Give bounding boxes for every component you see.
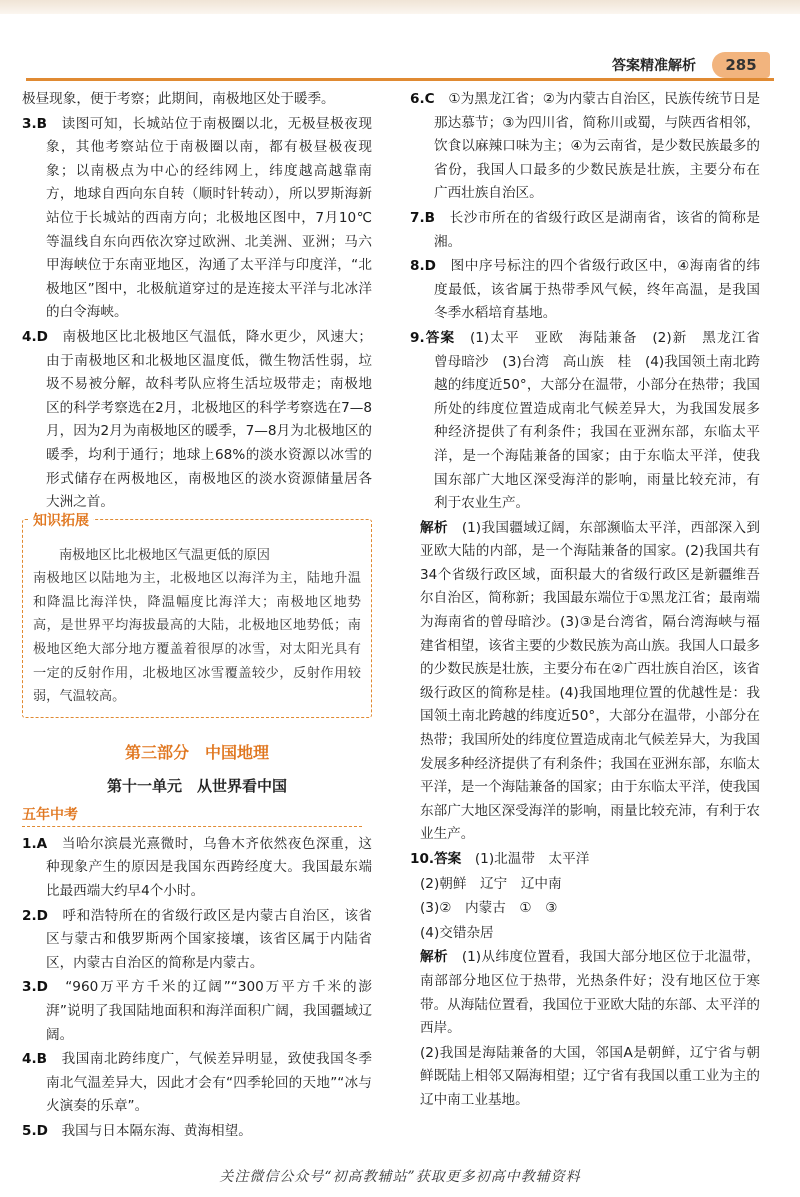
analysis-text: (1)我国疆域辽阔，东部濒临太平洋，西部深入到亚欧大陆的内部，是一个海陆兼备的国家。(2)我国共有34个省级行政区域，面积最大的省级行政区是新疆维吾尔自治区，简称新；我国最东端位于①黑龙江省；最南端为海南省的曾母暗沙。(3)③是台湾省，隔台湾海峡与福建省相望，该省主要的少数民族为高山族。我国人口最多的少数民族是壮族，主要分布在②广西壮族自治区，该省级行政区的简称是桂。(4)我国地理位置的优越性是：我国领土南北跨越的纬度近50°，大部分在温带，小部分在热带；我国所处的纬度位置造成南北气候差异大，为我国发展多种经济提供了有利条件；我国在亚洲东部，东临太平洋，是一个海陆兼备的国家；由于东临太平洋，使我国东部广大地区深受海洋的影响，雨量比较充沛，有利于农业生产。 <box>420 519 760 843</box>
answer-number: 4.D <box>22 328 48 345</box>
answer-item-3b <box>22 976 372 1047</box>
answer-text: 呼和浩特所在的省级行政区是内蒙古自治区，该省区与蒙古和俄罗斯两个国家接壤，该省区属于内陆省区，内蒙古自治区的简称是内蒙古。 <box>46 907 373 971</box>
answer-number: 3.D <box>22 979 48 996</box>
answer-text: (1)太平 亚欧 海陆兼备 (2)新 黑龙江省 曾母暗沙 (3)台湾 高山族 桂 (4)我国领土南北跨越的纬度近50°，大部分在温带，小部分在热带；我国所处的纬度位置造成南北气候差异大，为我国发展多种经济提供了有利条件；我国在亚洲东部，东临太平洋，是一个海陆兼备的国家；由于东临太平洋，使我国东部广大地区深受海洋的影响，雨量比较充沛，有利于农业生产。 <box>434 329 774 512</box>
top-edge-band <box>0 0 800 14</box>
analysis-9 <box>410 517 760 847</box>
unit-title: 第十一单元 从世界看中国 <box>106 776 287 795</box>
answer-number: 6.C <box>410 91 435 107</box>
answer-text: 当哈尔滨晨光熹微时，乌鲁木齐依然夜色深重，这种现象产生的原因是我国东西跨经度大。我国最东端比最西端大约早4个小时。 <box>46 835 373 900</box>
answer-line-2: (2)朝鲜 辽宁 辽中南 <box>420 875 562 892</box>
answer-number: 5.D <box>22 1122 48 1139</box>
analysis-label: 解析 <box>420 949 448 966</box>
footer-note: 关注微信公众号“初高教辅站”获取更多初高中教辅资料 <box>219 1169 581 1185</box>
answer-number: 10.答案 <box>410 851 462 867</box>
answer-item-2 <box>22 905 372 976</box>
answer-item-9 <box>410 327 774 516</box>
answer-number: 4.B <box>22 1051 47 1068</box>
answer-item-1 <box>22 833 372 904</box>
page-number-badge: 285 <box>712 52 770 78</box>
answer-item-4 <box>22 326 372 515</box>
answer-text: 南极地区比北极地区气温低，降水更少，风速大；由于南极地区和北极地区温度低，微生物活性弱，垃圾不易被分解，故科考队应将生活垃圾带走；南极地区的科学考察选在2月，北极地区的科学考察选在7—8月，因为2月为南极地区的暖季，7—8月为北极地区的暖季，均利于通行；地球上68%的淡水资源以冰雪的形式储存在两极地区，南极地区的淡水资源储量居各大洲之首。 <box>46 328 373 511</box>
answer-text: 我国南北跨纬度广，气候差异明显，致使我国冬季南北气温差异大，因此才会有“四季轮回的天地”“冰与火演奏的乐章”。 <box>46 1051 373 1115</box>
answer-item-5 <box>22 1120 372 1144</box>
analysis-label: 解析 <box>420 519 448 536</box>
analysis-10-part2: (2)我国是海陆兼备的大国，邻国A是朝鲜，辽宁省与朝鲜既陆上相邻又隔海相望；辽宁省有我国以重工业为主的辽中南工业基地。 <box>420 1044 760 1108</box>
answer-item-7 <box>410 207 760 254</box>
answer-text: 长沙市所在的省级行政区是湖南省，该省的简称是湘。 <box>434 209 761 250</box>
answer-number: 3.B <box>22 115 47 132</box>
continued-paragraph: 极昼现象，便于考察；此期间，南极地区处于暖季。 <box>22 91 335 107</box>
answer-number: 8.D <box>410 258 436 275</box>
analysis-10 <box>410 946 760 1040</box>
answer-number: 2.D <box>22 907 48 924</box>
answer-item-10 <box>410 848 760 872</box>
box-subtitle: 南极地区比北极地区气温更低的原因 <box>59 547 270 563</box>
left-column <box>22 88 372 1145</box>
answer-line-3: (3)② 内蒙古 ① ③ <box>420 900 558 917</box>
right-column <box>410 88 774 1114</box>
answer-item-3 <box>22 113 372 325</box>
part-title: 第三部分 中国地理 <box>124 742 269 762</box>
answer-number: 1.A <box>22 835 48 852</box>
knowledge-extension-box <box>22 512 372 718</box>
section-tag: 五年中考 <box>22 804 362 827</box>
answer-item-8 <box>410 255 760 326</box>
answer-item-4b <box>22 1048 372 1119</box>
answer-number: 7.B <box>410 209 435 226</box>
answer-text: 读图可知，长城站位于南极圈以北，无极昼极夜现象，其他考察站位于南极圈以南，都有极昼极夜现象；以南极点为中心的经纬网上，纬度越高越靠南方，地球自西向东自转（顺时针转动），所以罗斯海新站位于长城站的西南方向；北极地区图中，7月10℃等温线自东向西依次穿过欧洲、北美洲、亚洲；马六甲海峡位于东南亚地区，沟通了太平洋与印度洋，“北极地区”图中，北极航道穿过的是连接太平洋与北冰洋的白令海峡。 <box>46 115 373 321</box>
answer-line-4: (4)交错杂居 <box>420 924 494 941</box>
box-title: 知识拓展 <box>29 510 93 530</box>
answer-text: ①为黑龙江省；②为内蒙古自治区，民族传统节日是那达慕节；③为四川省，简称川或蜀，与陕西省相邻，饮食以麻辣口味为主；④为云南省，是少数民族最多的省份，我国人口最多的少数民族是壮族，主要分布在广西壮族自治区。 <box>434 91 761 202</box>
box-text: 南极地区以陆地为主，北极地区以海洋为主，陆地升温和降温比海洋快，降温幅度比海洋大；南极地区地势高，是世界平均海拔最高的大陆，北极地区地势低；南极地区绝大部分地方覆盖着很厚的冰雪，对太阳光具有一定的反射作用，北极地区冰雪覆盖较少，反射作用较弱，气温较高。 <box>33 571 361 705</box>
answer-number: 9.答案 <box>410 329 456 346</box>
analysis-text: (1)从纬度位置看，我国大部分地区位于北温带，南部部分地区位于热带，光热条件好；没有地区位于寒带。从海陆位置看，我国位于亚欧大陆的东部、太平洋的西岸。 <box>420 949 760 1037</box>
answer-item-6 <box>410 88 760 206</box>
answer-text: 图中序号标注的四个省级行政区中，④海南省的纬度最低，该省属于热带季风气候，终年高温，是我国冬季水稻培育基地。 <box>434 258 761 322</box>
answer-text: 我国与日本隔东海、黄海相望。 <box>61 1122 252 1139</box>
answer-text: “960万平方千米的辽阔”“300万平方千米的澎湃”说明了我国陆地面积和海洋面积广阔，我国疆域辽阔。 <box>46 979 372 1043</box>
answer-line: (1)北温带 太平洋 <box>474 851 590 867</box>
header-title: 答案精准解析 <box>612 58 696 74</box>
header-divider <box>26 78 774 81</box>
